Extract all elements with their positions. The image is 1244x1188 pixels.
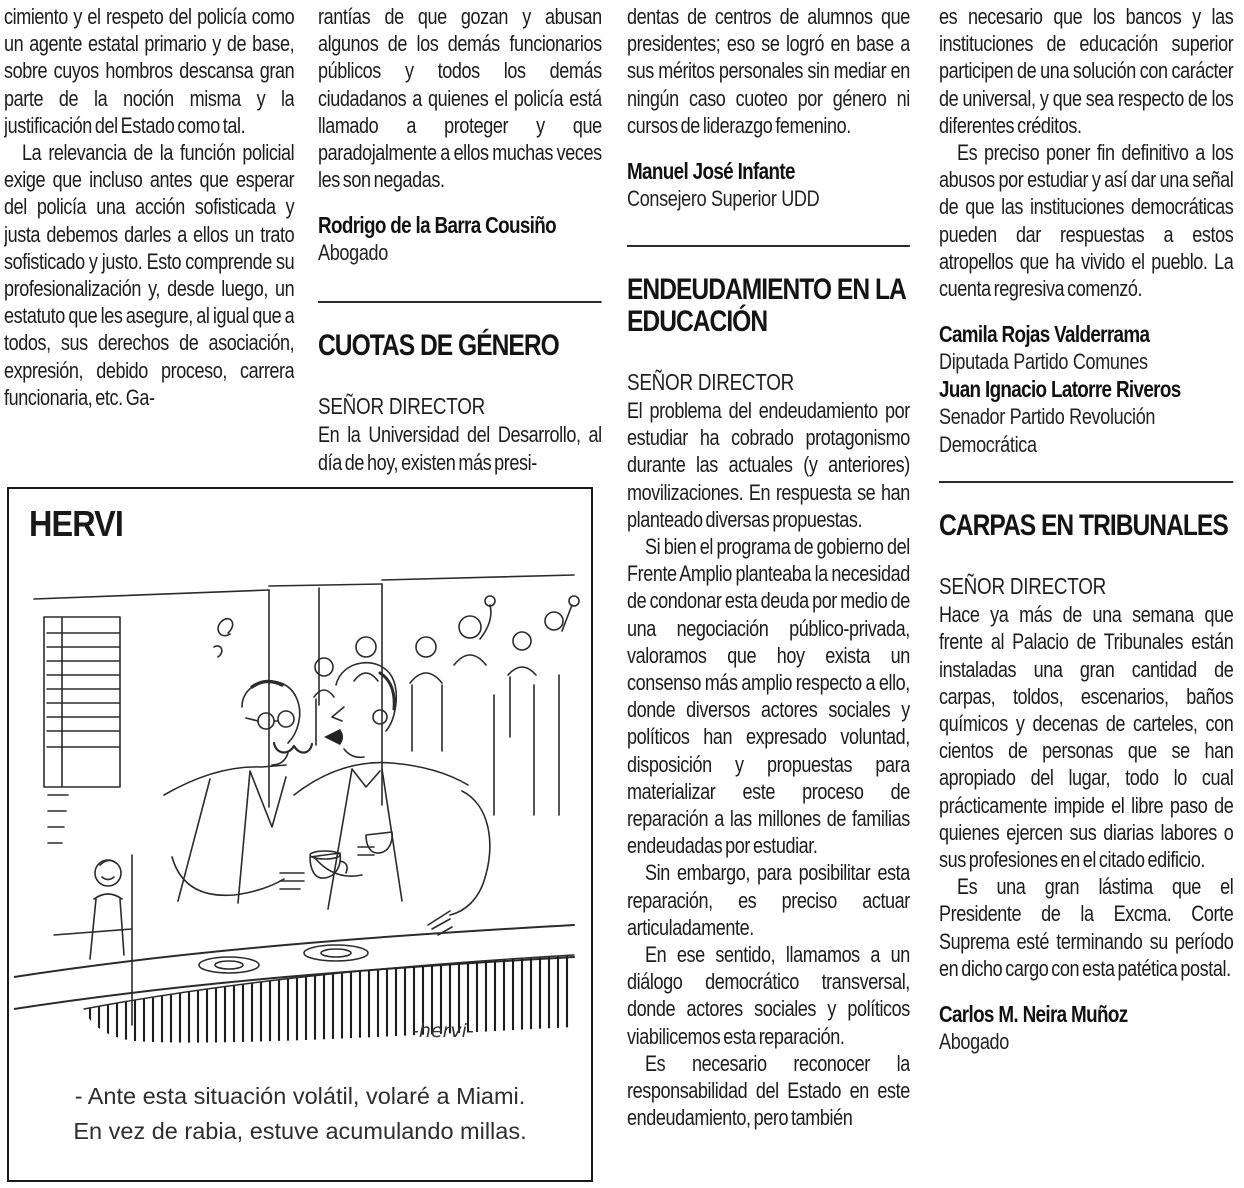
signature-name: Manuel José Infante bbox=[627, 158, 795, 185]
signature-name: Rodrigo de la Barra Cousiño bbox=[318, 212, 556, 239]
cartoon-artist-signature: -hervi- bbox=[412, 1020, 474, 1042]
letter-paragraph: rantías de que gozan y abusan algunos de los demás funcionarios públicos y todos los demás ciudadanos a quienes el policía está llamado a proteger y que paradojalmente a ellos muchas veces les son negadas. bbox=[318, 4, 602, 193]
signature-name: Carlos M. Neira Muñoz bbox=[939, 1001, 1128, 1028]
section-divider bbox=[939, 481, 1233, 483]
cartoon-title: HERVI bbox=[29, 503, 123, 544]
section-divider bbox=[318, 301, 602, 303]
letter-paragraph: dentas de centros de alumnos que presidentes; eso se logró en base a sus méritos personales sin mediar en ningún caso cuoteo por género ni cursos de liderazgo femenino. bbox=[627, 4, 910, 138]
letter-headline: ENDEUDAMIENTO EN LA EDUCACIÓN bbox=[627, 273, 905, 339]
letter-paragraph: Es necesario reconocer la responsabilidad del Estado en este endeudamiento, pero también bbox=[627, 1050, 910, 1131]
letter-paragraph: En ese sentido, llamamos a un diálogo democrático transversal, donde actores sociales y políticos viabilicemos esta reparación. bbox=[627, 942, 910, 1049]
letter-paragraph: En la Universidad del Desarrollo, al día de hoy, existen más presi- bbox=[318, 422, 602, 475]
signature-name: Camila Rojas Valderrama bbox=[939, 321, 1150, 348]
cartoon-panel bbox=[7, 487, 593, 1182]
column-4 bbox=[939, 0, 1233, 1188]
signature-role: Senador Partido Revolución Democrática bbox=[939, 404, 1156, 458]
letter-salutation: SEÑOR DIRECTOR bbox=[627, 369, 795, 396]
column-2 bbox=[318, 0, 602, 484]
letter-paragraph: cimiento y el respeto del policía como un agente estatal primario y de base, sobre cuyos hombros descansa gran parte de la noción misma y la justificación del Estado como tal. bbox=[4, 4, 295, 138]
cartoon-drawing-bar-scene bbox=[14, 555, 586, 1063]
section-divider bbox=[627, 245, 910, 247]
letter-salutation: SEÑOR DIRECTOR bbox=[318, 393, 486, 420]
cartoon-caption-line2: En vez de rabia, estuve acumulando millas. bbox=[73, 1118, 527, 1144]
signature-block bbox=[939, 321, 1233, 459]
letter-headline: CUOTAS DE GÉNERO bbox=[318, 329, 559, 363]
column-3 bbox=[627, 0, 910, 1188]
letter-paragraph: El problema del endeudamiento por estudiar ha cobrado protagonismo durante las actuales (y anteriores) movilizaciones. En respuesta se han planteado diversas propuestas. bbox=[627, 398, 910, 532]
signature-block bbox=[627, 158, 910, 213]
letter-paragraph: Es una gran lástima que el Presidente de la Excma. Corte Suprema esté terminando su período en dicho cargo con esta patética postal. bbox=[939, 874, 1234, 981]
letter-paragraph: es necesario que los bancos y las instituciones de educación superior participen de una solución con carácter de universal, y que sea respecto de los diferentes créditos. bbox=[939, 4, 1234, 138]
letter-paragraph: Sin embargo, para posibilitar esta reparación, es preciso actuar articuladamente. bbox=[627, 860, 910, 940]
letter-paragraph: La relevancia de la función policial exige que incluso antes que esperar del policía una acción sofisticada y justa debemos darles a ellos un trato sofisticado y justo. Esto comprende su profesionalización y, desde luego, un estatuto que les asegure, al igual que a todos, sus derechos de asociación, expresión, debido proceso, carrera funcionaria, etc. Ga- bbox=[4, 140, 295, 410]
signature-role: Abogado bbox=[318, 240, 388, 266]
cartoon-caption bbox=[9, 1079, 591, 1149]
letter-paragraph: Es preciso poner fin definitivo a los abusos por estudiar y así dar una señal de que las instituciones democráticas pueden dar respuestas a estos atropellos que ha vivido el pueblo. La cuenta regresiva comenzó. bbox=[939, 140, 1234, 302]
signature-role: Consejero Superior UDD bbox=[627, 186, 820, 212]
letter-headline: CARPAS EN TRIBUNALES bbox=[939, 509, 1228, 543]
signature-name: Juan Ignacio Latorre Riveros bbox=[939, 376, 1181, 403]
signature-role: Diputada Partido Comunes bbox=[939, 349, 1148, 375]
signature-block bbox=[939, 1001, 1233, 1056]
signature-block bbox=[318, 212, 602, 267]
letter-salutation: SEÑOR DIRECTOR bbox=[939, 573, 1107, 600]
letter-paragraph: Hace ya más de una semana que frente al Palacio de Tribunales están instaladas una gran cantidad de carpas, toldos, escenarios, baños químicos y decenas de carteles, con cientos de personas que se han apropiado del lugar, todo lo cual prácticamente impide el libre paso de quienes ejercen sus diarias labores o sus profesiones en el citado edificio. bbox=[939, 602, 1234, 873]
cartoon-caption-line1: - Ante esta situación volátil, volaré a Miami. bbox=[74, 1083, 526, 1109]
letter-paragraph: Si bien el programa de gobierno del Frente Amplio planteaba la necesidad de condonar esta deuda por medio de una negociación público-privada, valoramos que hoy exista un consenso más amplio respecto a ello, donde diversos actores sociales y políticos han expresado voluntad, disposición y propuestas para materializar este proceso de reparación a las millones de familias endeudadas por estudiar. bbox=[627, 534, 910, 859]
signature-role: Abogado bbox=[939, 1029, 1009, 1055]
column-1 bbox=[4, 0, 294, 482]
